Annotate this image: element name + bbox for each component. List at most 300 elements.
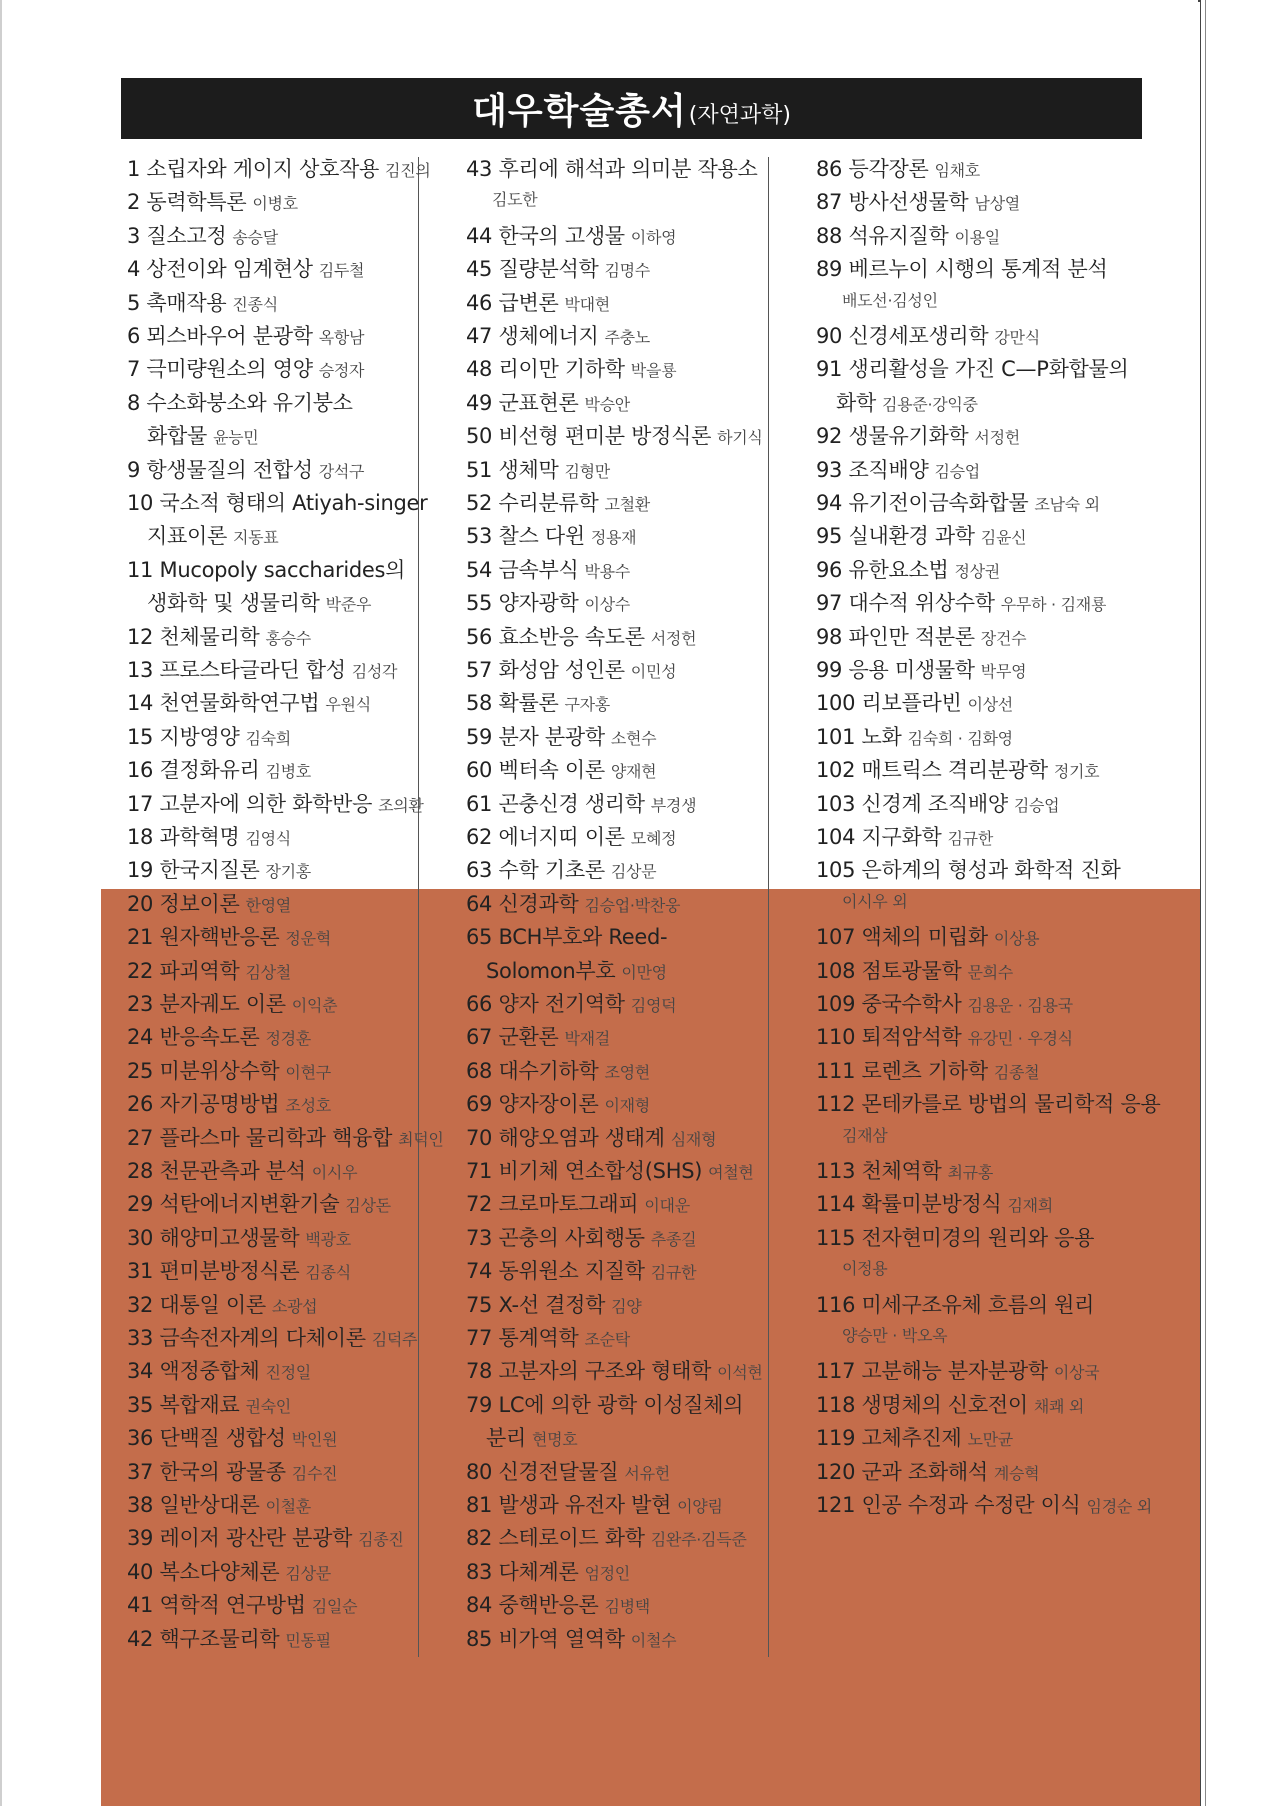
book-entry: [466, 1255, 696, 1285]
book-author: 김윤신: [980, 528, 1027, 548]
book-entry: [816, 1389, 1084, 1419]
book-author: 노만균: [967, 1430, 1013, 1450]
book-title: 71 비기체 연소합성(SHS): [466, 1159, 703, 1183]
book-author: 옥항남: [318, 328, 365, 347]
book-entry: [466, 687, 610, 717]
book-title: 103 신경계 조직배양: [816, 791, 1008, 816]
book-title: 20 정보이론: [127, 891, 240, 916]
book-title: 10 국소적 형태의 Atiyah-singer: [127, 491, 428, 515]
book-entry: [466, 921, 667, 951]
book-title: 104 지구화학: [816, 825, 942, 849]
book-title: 109 중국수학사: [816, 992, 962, 1016]
scan-left-edge: [0, 0, 2, 1806]
book-title: 50 비선형 편미분 방정식론: [466, 424, 712, 449]
book-author: 박무영: [980, 662, 1027, 681]
book-title: Solomon부호: [486, 958, 616, 983]
book-author: 유강민 · 우경식: [967, 1029, 1073, 1049]
book-title: 66 양자 전기역학: [466, 992, 625, 1016]
book-entry: [836, 387, 978, 417]
book-entry: [127, 1021, 311, 1051]
book-author: 엄정인: [584, 1563, 630, 1583]
book-title: 84 중핵반응론: [466, 1593, 599, 1618]
book-title: 57 화성암 성인론: [466, 658, 625, 682]
book-title: 115 전자현미경의 원리와 응용: [816, 1225, 1095, 1250]
book-title: 2 동력학특론: [127, 190, 247, 215]
book-author: 한영열: [245, 895, 291, 915]
book-author: 김진의: [385, 161, 431, 180]
book-author: 이양림: [677, 1497, 723, 1516]
book-entry: [466, 621, 696, 651]
book-author: 서유헌: [624, 1463, 670, 1483]
book-entry: [816, 821, 993, 851]
book-title: 95 실내환경 과학: [816, 524, 975, 549]
book-entry: [466, 253, 650, 283]
book-title: 73 곤충의 사회행동: [466, 1225, 645, 1250]
book-author: 김도한: [492, 190, 538, 210]
book-title: 41 역학적 연구방법: [127, 1593, 306, 1618]
book-title: 114 확률미분방정식: [816, 1192, 1002, 1217]
book-title: 110 퇴적암석학: [816, 1025, 962, 1050]
book-title: 36 단백질 생합성: [127, 1426, 286, 1451]
book-entry: [147, 587, 371, 617]
book-entry: [836, 287, 938, 311]
book-author: 현명호: [531, 1430, 578, 1450]
book-entry: [127, 721, 291, 751]
book-title: 분리: [486, 1426, 526, 1451]
book-author: 김병호: [265, 762, 311, 782]
book-author: 심재형: [670, 1129, 717, 1149]
book-author: 이상국: [1053, 1363, 1100, 1383]
book-author: 윤능민: [212, 428, 259, 448]
book-entry: [466, 1021, 610, 1051]
book-title: 35 복합재료: [127, 1392, 240, 1417]
book-title: 58 확률론: [466, 691, 559, 716]
book-author: 이용일: [954, 227, 1000, 247]
book-title: 22 파괴역학: [127, 958, 240, 983]
book-title: 화합물: [147, 424, 207, 449]
book-title: 87 방사선생물학: [816, 190, 969, 215]
book-entry: [816, 854, 1121, 884]
column-divider-1: [418, 157, 419, 1657]
column-divider-2: [768, 157, 769, 1657]
book-entry: [127, 921, 331, 951]
book-entry: [816, 1055, 1039, 1085]
book-author: 모혜정: [630, 829, 677, 848]
book-entry: [127, 153, 431, 183]
book-author: 박을룡: [630, 361, 677, 381]
book-title: 83 다체계론: [466, 1559, 579, 1584]
book-title: 지표이론: [147, 524, 227, 549]
book-entry: [816, 1188, 1053, 1218]
book-entry: [466, 387, 630, 417]
book-author: 여철현: [708, 1163, 754, 1182]
book-entry: [466, 1222, 696, 1252]
series-subtitle: (자연과학): [688, 103, 791, 128]
book-title: 59 분자 분광학: [466, 724, 605, 749]
book-author: 김숙희: [245, 728, 291, 748]
book-author: 김용운 · 김용국: [967, 996, 1073, 1015]
book-author: 이시우 외: [842, 891, 908, 911]
book-title: 38 일반상대론: [127, 1493, 260, 1517]
book-entry: [127, 888, 291, 918]
book-entry: [816, 1155, 993, 1185]
book-title: 17 고분자에 의한 화학반응: [127, 791, 373, 816]
book-author: 김승업·박찬웅: [584, 895, 681, 915]
book-title: 21 원자핵반응론: [127, 925, 280, 950]
book-entry: [816, 1088, 1161, 1118]
book-entry: [466, 1088, 650, 1118]
book-title: 28 천문관측과 분석: [127, 1159, 306, 1183]
book-entry: [816, 721, 1013, 751]
book-title: 54 금속부식: [466, 557, 579, 582]
book-title: 120 군과 조화해석: [816, 1459, 988, 1484]
book-entry: [816, 1355, 1099, 1385]
book-author: 김재희: [1007, 1196, 1053, 1216]
book-title: 34 액정중합체: [127, 1359, 260, 1384]
book-author: 이석현: [717, 1363, 763, 1383]
book-entry: [466, 320, 650, 350]
book-title: 101 노화: [816, 724, 902, 749]
book-author: 김상철: [245, 962, 291, 982]
book-author: 강석구: [318, 461, 365, 481]
book-entry: [147, 520, 278, 550]
book-entry: [816, 554, 1000, 584]
book-title: 15 지방영양: [127, 724, 240, 749]
book-title: 111 로렌츠 기하학: [816, 1058, 988, 1083]
book-title: 7 극미량원소의 영양: [127, 357, 313, 382]
book-entry: [127, 687, 371, 717]
book-title: 107 액체의 미립화: [816, 925, 988, 950]
book-entry: [836, 1255, 887, 1279]
book-entry: [466, 1456, 670, 1486]
book-author: 김상문: [285, 1563, 331, 1583]
book-author: 김상돈: [345, 1196, 391, 1216]
book-author: 서정헌: [650, 628, 697, 648]
book-author: 조의환: [378, 795, 424, 815]
book-title: 64 신경과학: [466, 891, 579, 916]
book-author: 계승혁: [993, 1463, 1040, 1483]
book-title: 121 인공 수정과 수정란 이식: [816, 1493, 1081, 1517]
book-title: 48 리이만 기하학: [466, 357, 625, 382]
book-author: 정운혁: [285, 929, 331, 949]
book-entry: [816, 621, 1026, 651]
book-entry: [466, 1122, 716, 1152]
book-author: 박재걸: [564, 1029, 610, 1049]
book-title: 89 베르누이 시행의 통계적 분석: [816, 257, 1108, 282]
book-entry: [127, 487, 427, 517]
book-author: 승정자: [318, 361, 365, 381]
book-entry: [466, 587, 630, 617]
book-author: 임채호: [934, 161, 980, 180]
book-author: 김규한: [947, 829, 993, 848]
book-entry: [466, 487, 650, 517]
book-entry: [127, 1556, 331, 1586]
book-author: 진정일: [265, 1363, 311, 1383]
book-entry: [127, 854, 311, 884]
book-author: 양승만 · 박오옥: [842, 1326, 948, 1345]
book-author: 주충노: [604, 328, 650, 347]
book-entry: [486, 186, 537, 210]
book-title: 45 질량분석학: [466, 257, 599, 282]
book-author: 김규한: [650, 1263, 697, 1283]
book-entry: [127, 1255, 351, 1285]
book-title: 98 파인만 적분론: [816, 624, 975, 649]
book-author: 박인원: [291, 1430, 338, 1450]
book-author: 소광섭: [271, 1296, 318, 1316]
book-title: 29 석탄에너지변환기술: [127, 1192, 340, 1217]
book-entry: [836, 1122, 887, 1146]
book-entry: [816, 1456, 1039, 1486]
book-entry: [127, 1589, 357, 1619]
book-entry: [147, 420, 258, 450]
book-title: 117 고분해능 분자분광학: [816, 1359, 1048, 1384]
book-entry: [466, 721, 656, 751]
book-entry: [816, 1489, 1152, 1519]
book-author: 김명수: [604, 261, 650, 281]
book-entry: [816, 220, 1000, 250]
book-author: 이대운: [644, 1196, 690, 1216]
book-author: 김완주·김득준: [650, 1530, 747, 1550]
book-title: 102 매트릭스 격리분광학: [816, 758, 1048, 783]
book-title: 65 BCH부호와 Reed-: [466, 925, 668, 950]
book-title: 74 동위원소 지질학: [466, 1259, 645, 1284]
book-author: 김수진: [291, 1463, 338, 1483]
book-entry: [816, 788, 1059, 818]
book-entry: [466, 1055, 650, 1085]
book-entry: [466, 1389, 743, 1419]
book-entry: [466, 788, 696, 818]
book-title: 68 대수기하학: [466, 1058, 599, 1083]
book-entry: [816, 1289, 1094, 1319]
book-title: 24 반응속도론: [127, 1025, 260, 1050]
book-entry: [127, 353, 364, 383]
book-entry: [127, 1422, 337, 1452]
book-title: 80 신경전달물질: [466, 1459, 619, 1484]
book-author: 권숙인: [245, 1396, 291, 1416]
book-title: 화학: [836, 390, 876, 415]
book-entry: [127, 1456, 337, 1486]
book-entry: [816, 921, 1039, 951]
book-author: 조성호: [285, 1096, 331, 1116]
book-title: 55 양자광학: [466, 591, 579, 616]
book-title: 13 프로스타글라딘 합성: [127, 658, 346, 682]
book-entry: [127, 788, 424, 818]
book-author: 박준우: [325, 595, 372, 615]
book-entry: [466, 153, 757, 183]
book-title: 25 미분위상수학: [127, 1058, 280, 1083]
book-author: 민동필: [285, 1630, 331, 1650]
book-author: 김두철: [318, 261, 365, 281]
book-author: 백광호: [305, 1229, 351, 1249]
book-entry: [466, 988, 676, 1018]
book-author: 장기홍: [265, 862, 311, 882]
book-title: 44 한국의 고생물: [466, 223, 625, 248]
book-entry: [466, 888, 680, 918]
book-entry: [127, 1289, 317, 1319]
book-author: 이만영: [621, 962, 667, 982]
book-entry: [466, 821, 676, 851]
book-title: 12 천체물리학: [127, 624, 260, 649]
book-entry: [127, 253, 364, 283]
book-entry: [127, 754, 311, 784]
book-author: 구자홍: [564, 695, 610, 715]
book-author: 김영식: [245, 829, 291, 848]
book-title: 82 스테로이드 화학: [466, 1526, 645, 1551]
book-entry: [127, 1623, 331, 1653]
book-title: 79 LC에 의한 광학 이성질체의: [466, 1392, 744, 1417]
book-entry: [816, 353, 1129, 383]
book-author: 최규홍: [947, 1163, 993, 1182]
book-title: 14 천연물화학연구법: [127, 691, 320, 716]
book-author: 이정용: [842, 1259, 888, 1279]
book-title: 90 신경세포생리학: [816, 324, 989, 348]
book-title: 99 응용 미생물학: [816, 658, 975, 682]
book-author: 김덕주: [371, 1330, 418, 1349]
book-entry: [466, 353, 676, 383]
book-entry: [816, 1021, 1073, 1051]
book-entry: [127, 220, 278, 250]
book-author: 조영현: [604, 1062, 650, 1082]
book-author: 최덕인: [398, 1129, 444, 1149]
book-entry: [466, 654, 676, 684]
book-entry: [127, 654, 397, 684]
book-title: 26 자기공명방법: [127, 1092, 280, 1117]
book-author: 문희수: [967, 962, 1013, 982]
book-author: 정경훈: [265, 1029, 311, 1049]
book-author: 박승안: [584, 394, 630, 414]
book-title: 8 수소화붕소와 유기붕소: [127, 390, 353, 415]
book-title: 37 한국의 광물종: [127, 1459, 286, 1484]
book-title: 67 군환론: [466, 1025, 559, 1050]
book-entry: [127, 955, 291, 985]
book-author: 박용수: [584, 561, 630, 581]
book-title: 61 곤충신경 생리학: [466, 791, 645, 816]
book-entry: [466, 1188, 690, 1218]
book-entry: [127, 1222, 351, 1252]
book-title: 116 미세구조유체 흐름의 원리: [816, 1292, 1095, 1317]
book-author: 소현수: [610, 728, 657, 748]
book-entry: [127, 1122, 444, 1152]
book-title: 63 수학 기초론: [466, 858, 605, 883]
book-author: 이철훈: [265, 1497, 311, 1516]
book-entry: [816, 153, 980, 183]
book-title: 93 조직배양: [816, 457, 929, 482]
book-author: 이현구: [285, 1062, 331, 1082]
book-entry: [127, 1155, 357, 1185]
book-entry: [127, 1088, 331, 1118]
book-title: 75 X-선 결정학: [466, 1292, 606, 1317]
book-author: 장건수: [980, 628, 1027, 648]
book-author: 홍승수: [265, 628, 311, 648]
book-entry: [466, 1522, 747, 1552]
book-title: 88 석유지질학: [816, 223, 949, 248]
book-entry: [816, 520, 1026, 550]
book-title: 97 대수적 위상수학: [816, 591, 995, 616]
book-entry: [466, 1355, 763, 1385]
book-author: 추종길: [650, 1229, 697, 1249]
book-title: 112 몬테카를로 방법의 물리학적 응용: [816, 1092, 1161, 1117]
book-entry: [466, 754, 656, 784]
book-author: 김숙희 · 김화영: [907, 728, 1013, 748]
book-entry: [816, 186, 1020, 216]
book-cover-page: [101, 2, 1200, 1806]
book-entry: [466, 1322, 630, 1352]
book-author: 김영덕: [630, 996, 677, 1015]
book-entry: [816, 587, 1106, 617]
book-author: 송승달: [232, 227, 278, 247]
book-author: 김승업: [934, 461, 980, 481]
book-entry: [486, 1422, 577, 1452]
book-entry: [466, 854, 656, 884]
book-entry: [127, 454, 364, 484]
book-title: 47 생체에너지: [466, 324, 599, 348]
book-title: 108 점토광물학: [816, 958, 962, 983]
book-title: 27 플라스마 물리학과 핵융합: [127, 1125, 393, 1150]
book-author: 진종식: [232, 294, 278, 314]
book-title: 31 편미분방정식론: [127, 1259, 300, 1284]
book-author: 고철환: [604, 495, 650, 514]
book-entry: [836, 888, 907, 912]
book-author: 김용준·강익중: [881, 394, 978, 414]
book-title: 81 발생과 유전자 발현: [466, 1493, 672, 1517]
book-entry: [127, 1322, 417, 1352]
book-entry: [466, 520, 636, 550]
book-entry: [816, 253, 1107, 283]
book-author: 양재현: [610, 762, 657, 782]
book-title: 40 복소다양체론: [127, 1559, 280, 1584]
book-author: 배도선·김성인: [842, 290, 938, 310]
book-entry: [127, 988, 337, 1018]
book-title: 4 상전이와 임계현상: [127, 257, 313, 282]
book-entry: [127, 1355, 311, 1385]
book-entry: [127, 1489, 311, 1519]
book-title: 51 생체막: [466, 457, 559, 482]
book-author: 서정헌: [974, 428, 1020, 448]
book-title: 18 과학혁명: [127, 825, 240, 849]
book-title: 118 생명체의 신호전이: [816, 1392, 1028, 1417]
scan-right-edge-shadow: [1205, 0, 1206, 1806]
book-title: 105 은하계의 형성과 화학적 진화: [816, 858, 1121, 883]
book-entry: [127, 287, 278, 317]
book-author: 정기호: [1053, 762, 1100, 782]
book-title: 39 레이저 광산란 분광학: [127, 1526, 353, 1551]
book-entry: [466, 1289, 641, 1319]
book-author: 이시우: [311, 1163, 358, 1182]
book-title: 56 효소반응 속도론: [466, 624, 645, 649]
book-title: 60 벡터속 이론: [466, 758, 605, 783]
book-title: 46 급변론: [466, 290, 559, 315]
book-entry: [127, 1522, 404, 1552]
book-entry: [466, 287, 610, 317]
book-entry: [816, 420, 1020, 450]
book-title: 85 비가역 열역학: [466, 1626, 625, 1651]
book-title: 생화학 및 생물리학: [147, 591, 320, 616]
book-entry: [816, 487, 1100, 517]
book-author: 조순탁: [584, 1330, 630, 1349]
book-title: 100 리보플라빈: [816, 691, 962, 716]
book-entry: [816, 1222, 1094, 1252]
book-title: 86 등각장론: [816, 157, 929, 181]
book-author: 이상수: [584, 595, 630, 615]
book-entry: [127, 554, 405, 584]
book-title: 77 통계역학: [466, 1326, 579, 1350]
book-title: 62 에너지띠 이론: [466, 825, 625, 849]
book-title: 43 후리에 해석과 의미분 작용소: [466, 157, 758, 181]
book-author: 이철수: [630, 1630, 677, 1650]
book-title: 91 생리활성을 가진 C—P화합물의: [816, 357, 1129, 382]
book-entry: [466, 1623, 676, 1653]
book-title: 23 분자궤도 이론: [127, 992, 286, 1016]
